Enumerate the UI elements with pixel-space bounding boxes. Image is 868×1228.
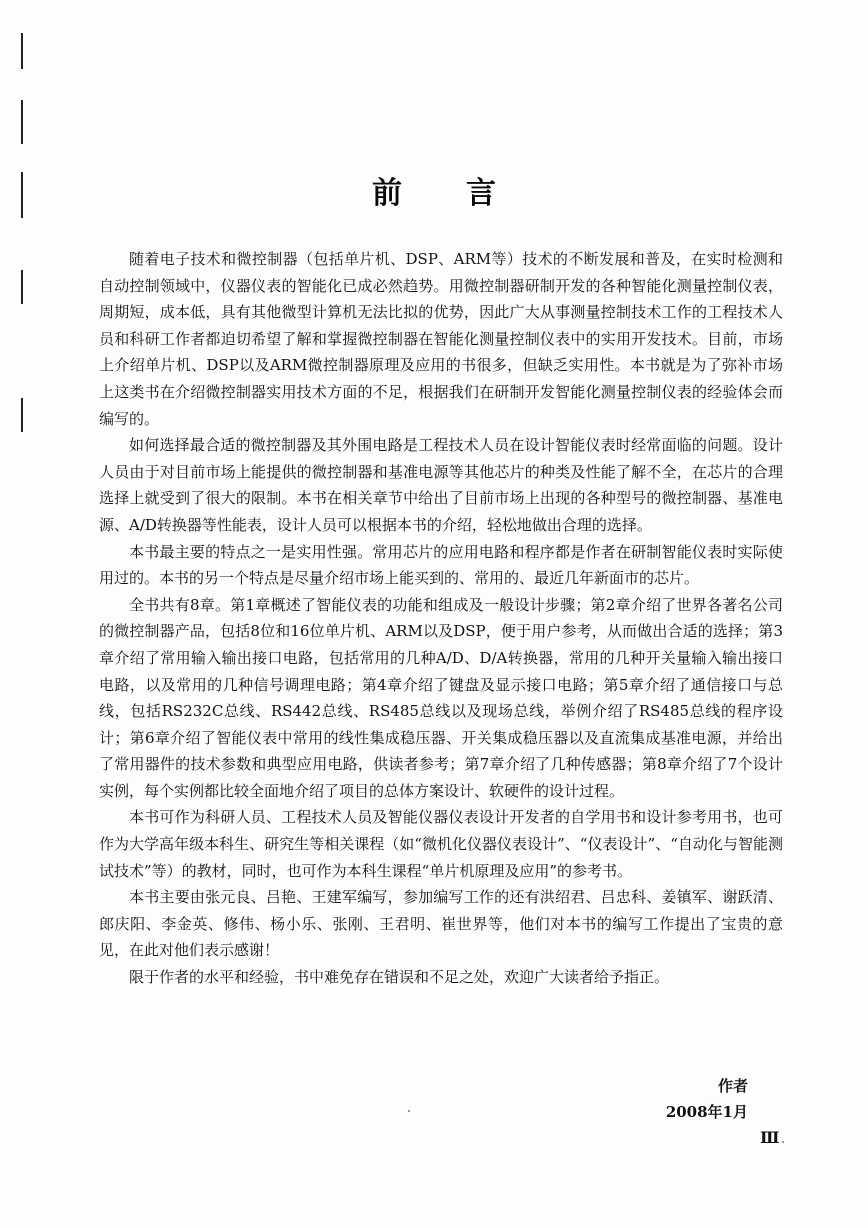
paragraph: 全书共有8章。第1章概述了智能仪表的功能和组成及一般设计步骤；第2章介绍了世界各著名公司的微控制器产品，包括8位和16位单片机、ARM以及DSP，便于用户参考，从而做出合适的选择；第3章介绍了常用输入输出接口电路，包括常用的几种A/D、D/A转换器，常用的几种开关量输入输出接口电路，以及常用的几种信号调理电路；第4章介绍了键盘及显示接口电路；第5章介绍了通信接口与总线，包括RS232C总线、RS442总线、RS485总线以及现场总线，举例介绍了RS485总线的程序设计；第6章介绍了智能仪表中常用的线性集成稳压器、开关集成稳压器以及直流集成基准电源，并给出了常用器件的技术参数和典型应用电路，供读者参考；第7章介绍了几种传感器；第8章介绍了7个设计实例，每个实例都比较全面地介绍了项目的总体方案设计、软硬件的设计过程。 (99, 595, 783, 800)
signature-date: 2008年1月 (665, 1103, 748, 1121)
binding-mark (21, 33, 23, 69)
binding-mark (21, 398, 23, 432)
signature-block (560, 1073, 748, 1125)
signature-author: 作者 (717, 1077, 748, 1095)
paragraph: 如何选择最合适的微控制器及其外围电路是工程技术人员在设计智能仪表时经常面临的问题。设计人员由于对目前市场上能提供的微控制器和基准电源等其他芯片的种类及性能了解不全，在芯片的合理选择上就受到了很大的限制。本书在相关章节中给出了目前市场上出现的各种型号的微控制器、基准电源、A/D转换器等性能表，设计人员可以根据本书的介绍，轻松地做出合理的选择。 (99, 436, 783, 534)
paragraph: 随着电子技术和微控制器（包括单片机、DSP、ARM等）技术的不断发展和普及，在实时检测和自动控制领域中，仪器仪表的智能化已成必然趋势。用微控制器研制开发的各种智能化测量控制仪表，周期短，成本低，具有其他微型计算机无法比拟的优势，因此广大从事测量控制技术工作的工程技术人员和科研工作者都迫切希望了解和掌握微控制器在智能化测量控制仪表中的实用开发技术。目前，市场上介绍单片机、DSP以及ARM微控制器原理及应用的书很多，但缺乏实用性。本书就是为了弥补市场上这类书在介绍微控制器实用技术方面的不足，根据我们在研制开发智能化测量控制仪表的经验体会而编写的。 (99, 250, 783, 428)
page-number: Ⅲ (760, 1128, 780, 1147)
paragraph: 本书主要由张元良、吕艳、王建军编写，参加编写工作的还有洪绍君、吕忠科、姜镇军、谢跃清、郎庆阳、李金英、修伟、杨小乐、张刚、王君明、崔世界等，他们对本书的编写工作提出了宝贵的意见，在此对他们表示感谢！ (99, 888, 783, 960)
preface-body (99, 246, 783, 991)
paragraph: 限于作者的水平和经验，书中难免存在错误和不足之处，欢迎广大读者给予指正。 (129, 968, 670, 987)
scan-speck (782, 1141, 784, 1143)
binding-mark (21, 100, 23, 144)
page-title: 前言 (372, 176, 560, 211)
binding-mark (21, 270, 23, 304)
scan-speck (408, 1110, 410, 1112)
paragraph: 本书可作为科研人员、工程技术人员及智能仪器仪表设计开发者的自学用书和设计参考用书，也可作为大学高年级本科生、研究生等相关课程（如“微机化仪器仪表设计”、“仪表设计”、“自动化与智能测试技术”等）的教材，同时，也可作为本科生课程“单片机原理及应用”的参考书。 (99, 808, 783, 880)
paragraph: 本书最主要的特点之一是实用性强。常用芯片的应用电路和程序都是作者在研制智能仪表时实际使用过的。本书的另一个特点是尽量介绍市场上能买到的、常用的、最近几年新面市的芯片。 (99, 542, 783, 588)
